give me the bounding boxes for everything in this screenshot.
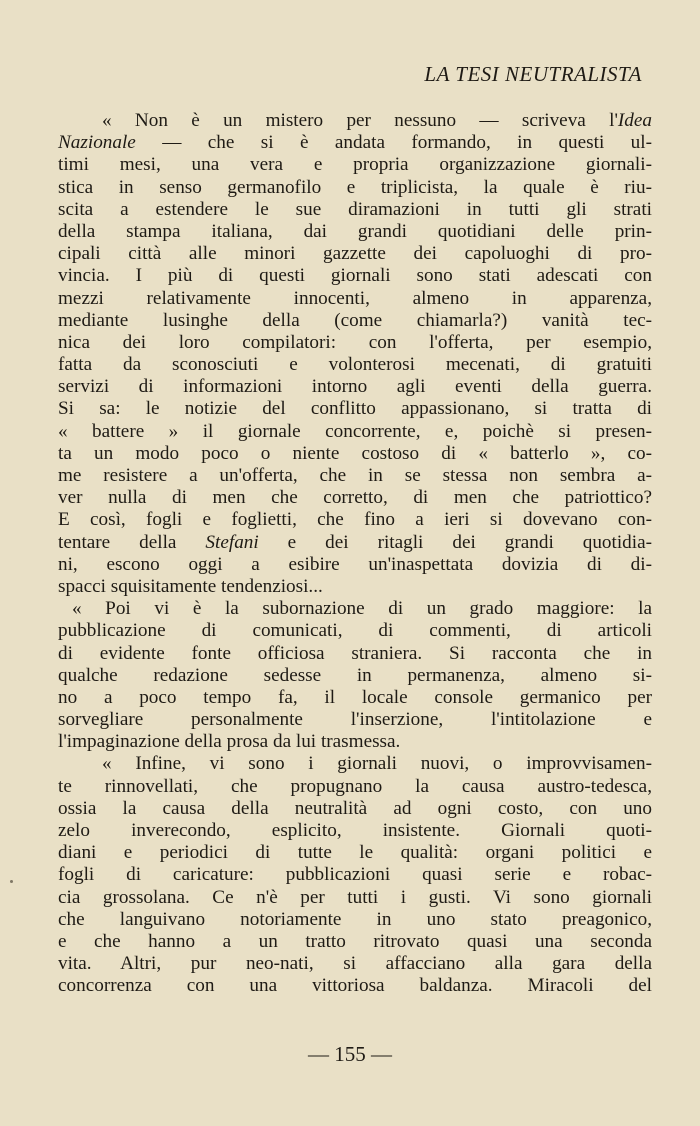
text-line: e che hanno a un tratto ritrovato quasi una seconda — [58, 930, 652, 952]
text-line: « Poi vi è la subornazione di un grado maggiore: la — [72, 598, 652, 620]
text-line: ver nulla di men che corretto, di men che patriottico? — [58, 487, 652, 509]
text-line: no a poco tempo fa, il locale console germanico per — [58, 686, 652, 708]
text-line: cipali città alle minori gazzette dei capoluoghi di pro- — [58, 243, 652, 265]
text-line: timi mesi, una vera e propria organizzazione giornali- — [58, 154, 652, 176]
text-line: della stampa italiana, dai grandi quotidiani delle prin- — [58, 220, 652, 242]
text-line: « Infine, vi sono i giornali nuovi, o improvvisamen- — [102, 753, 652, 775]
text-line: ni, escono oggi a esibire un'inaspettata dovizia di di- — [58, 553, 652, 575]
text-line: di evidente fonte officiosa straniera. Si racconta che in — [58, 642, 652, 664]
text-line: Si sa: le notizie del conflitto appassionano, si tratta di — [58, 398, 652, 420]
text-line: l'impaginazione della prosa da lui trasmessa. — [58, 731, 401, 753]
text-line: E così, fogli e foglietti, che fino a ieri si dovevano con- — [58, 509, 652, 531]
text-line: pubblicazione di comunicati, di commenti, di articoli — [58, 620, 652, 642]
text-line: stica in senso germanofilo e triplicista, la quale è riu- — [58, 176, 652, 198]
text-line: spacci squisitamente tendenziosi... — [58, 575, 323, 597]
text-line: mediante lusinghe della (come chiamarla?) vanità tec- — [58, 309, 652, 331]
text-line: qualche redazione sedesse in permanenza, almeno si- — [58, 664, 652, 686]
text-line: fatta da sconosciuti e volonterosi mecenati, di gratuiti — [58, 354, 652, 376]
text-line: servizi di informazioni intorno agli eventi della guerra. — [58, 376, 652, 398]
text-line: me resistere a un'offerta, che in se stessa non sembra a- — [58, 465, 652, 486]
text-line: vincia. I più di questi giornali sono stati adescati con — [58, 265, 652, 287]
text-line: « Non è un mistero per nessuno — scriveva l'Idea — [102, 110, 652, 131]
text-line: zelo inverecondo, esplicito, insistente. Giornali quoti- — [58, 820, 652, 841]
text-line: tentare della Stefani e dei ritagli dei grandi quotidia- — [58, 531, 653, 553]
paper-speck — [10, 880, 13, 883]
text-line: ossia la causa della neutralità ad ogni costo, con uno — [58, 797, 652, 819]
text-line: Nazionale — che si è andata formando, in questi ul- — [58, 132, 652, 154]
text-line: che languivano notoriamente in uno stato preagonico, — [58, 908, 652, 930]
text-line: ta un modo poco o niente costoso di « batterlo », co- — [58, 442, 652, 464]
text-line: sorvegliare personalmente l'inserzione, l'intitolazione e — [58, 709, 652, 731]
paragraph-3 — [58, 753, 652, 997]
paragraph-1 — [58, 110, 652, 598]
text-line: diani e periodici di tutte le qualità: organi politici e — [58, 842, 652, 864]
text-line: vita. Altri, pur neo-nati, si affacciano alla gara della — [58, 953, 652, 975]
text-line: fogli di caricature: pubblicazioni quasi serie e robac- — [58, 864, 652, 886]
text-line: nica dei loro compilatori: con l'offerta, per esempio, — [58, 331, 652, 353]
page-number: — 155 — — [308, 1042, 392, 1066]
text-line: cia grossolana. Ce n'è per tutti i gusti. Vi sono giornali — [58, 886, 652, 908]
running-head: LA TESI NEUTRALISTA — [424, 62, 642, 86]
paragraph-2 — [58, 598, 652, 753]
body-text — [58, 110, 652, 998]
text-line: concorrenza con una vittoriosa baldanza. Miracoli del — [58, 975, 652, 997]
text-line: mezzi relativamente innocenti, almeno in apparenza, — [58, 287, 652, 309]
text-line: te rinnovellati, che propugnano la causa austro-tedesca, — [58, 775, 652, 797]
text-line: « battere » il giornale concorrente, e, poichè si presen- — [58, 420, 652, 442]
text-line: scita a estendere le sue diramazioni in tutti gli strati — [58, 198, 652, 220]
